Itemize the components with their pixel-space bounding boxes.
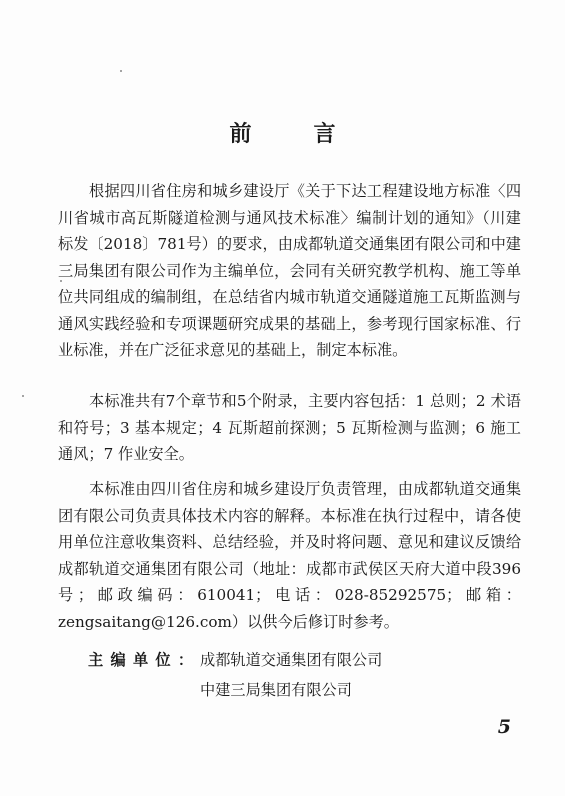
chief-editor-label-row — [88, 647, 194, 673]
chief-editor-label: 主 编 单 位 ： — [88, 651, 195, 669]
chief-editor-org-1: 成都轨道交通集团有限公司 — [200, 651, 383, 669]
page-number: 5 — [497, 716, 511, 738]
preface-paragraph-1: 根据四川省住房和城乡建设厅《关于下达工程建设地方标准〈四川省城市高瓦斯隧道检测与通风技术标准〉编制计划的通知》（川建标发〔2018〕781号）的要求，由成都轨道交通集团有限公司和中建三局集团有限公司作为主编单位，会同有关研究教学机构、施工等单位共同组成的编制组，在总结省内城市轨道交通隧道施工瓦斯监测与通风实践经验和专项课题研究成果的基础上，参考现行国家标准、行业标准，并在广泛征求意见的基础上，制定本标准。 — [58, 182, 521, 359]
page-title: 前 言 — [229, 122, 356, 147]
scan-speck — [22, 395, 24, 397]
preface-paragraph-2: 本标准共有7个章节和5个附录，主要内容包括：1 总则；2 术语和符号；3 基本规定；4 瓦斯超前探测；5 瓦斯检测与监测；6 施工通风；7 作业安全。 — [58, 392, 521, 463]
chief-editor-org-2: 中建三局集团有限公司 — [200, 681, 352, 699]
scan-speck — [120, 70, 122, 72]
preface-paragraph-3: 本标准由四川省住房和城乡建设厅负责管理，由成都轨道交通集团有限公司负责具体技术内容的解释。本标准在执行过程中，请各使用单位注意收集资料、总结经验，并及时将问题、意见和建议反馈给成都轨道交通集团有限公司（地址：成都市武侯区天府大道中段396号；邮政编码：610041；电话：028-85292575；邮箱：zengsaitang@126.com）以供今后修订时参考。 — [58, 480, 521, 631]
